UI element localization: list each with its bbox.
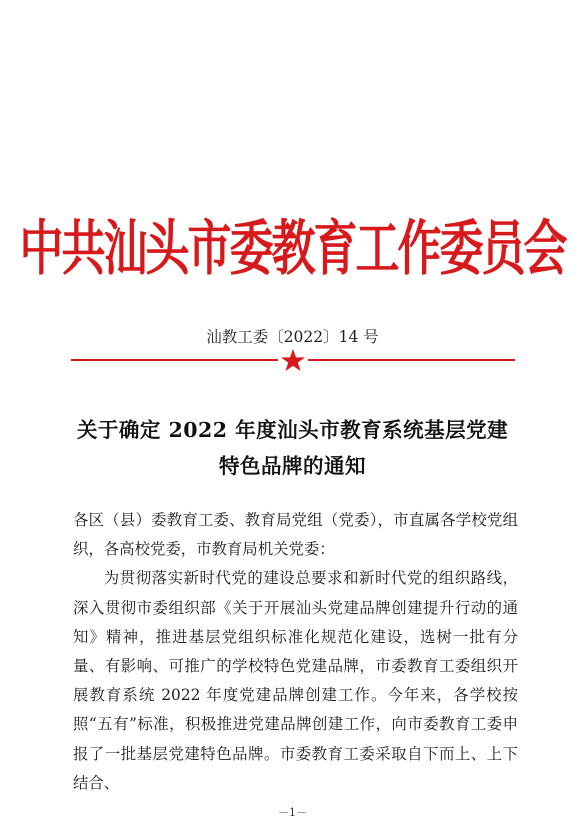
- divider-line-left: [71, 359, 278, 361]
- document-number: 汕教工委〔2022〕14 号: [206, 328, 379, 346]
- masthead-title: 中共汕头市委教育工作委员会: [19, 214, 566, 284]
- document-body: [73, 506, 518, 798]
- divider-line-right: [308, 359, 515, 361]
- body-paragraph: 为贯彻落实新时代党的建设总要求和新时代党的组织路线，深入贯彻市委组织部《关于开展汕头党建品牌创建提升行动的通知》精神，推进基层党组织标准化规范化建设，选树一批有分量、有影响、可推广的学校特色党建品牌，市委教育工委组织开展教育系统 2022 年度党建品牌创建工作。今年来，各学校按照“五有”标准，积极推进党建品牌创建工作，向市委教育工委申报了一批基层党建特色品牌。市委教育工委采取自下而上、上下结合、: [73, 569, 518, 792]
- title-line-1: 关于确定 2022 年度汕头市教育系统基层党建: [76, 418, 509, 442]
- star-icon: [280, 348, 306, 372]
- page-number: －1－: [278, 806, 307, 819]
- addressees: 各区（县）委教育工委、教育局党组（党委），市直属各学校党组织，各高校党委，市教育局机关党委：: [73, 511, 518, 559]
- document-title: [0, 412, 585, 484]
- red-divider: [71, 348, 515, 374]
- title-line-2: 特色品牌的通知: [219, 454, 366, 478]
